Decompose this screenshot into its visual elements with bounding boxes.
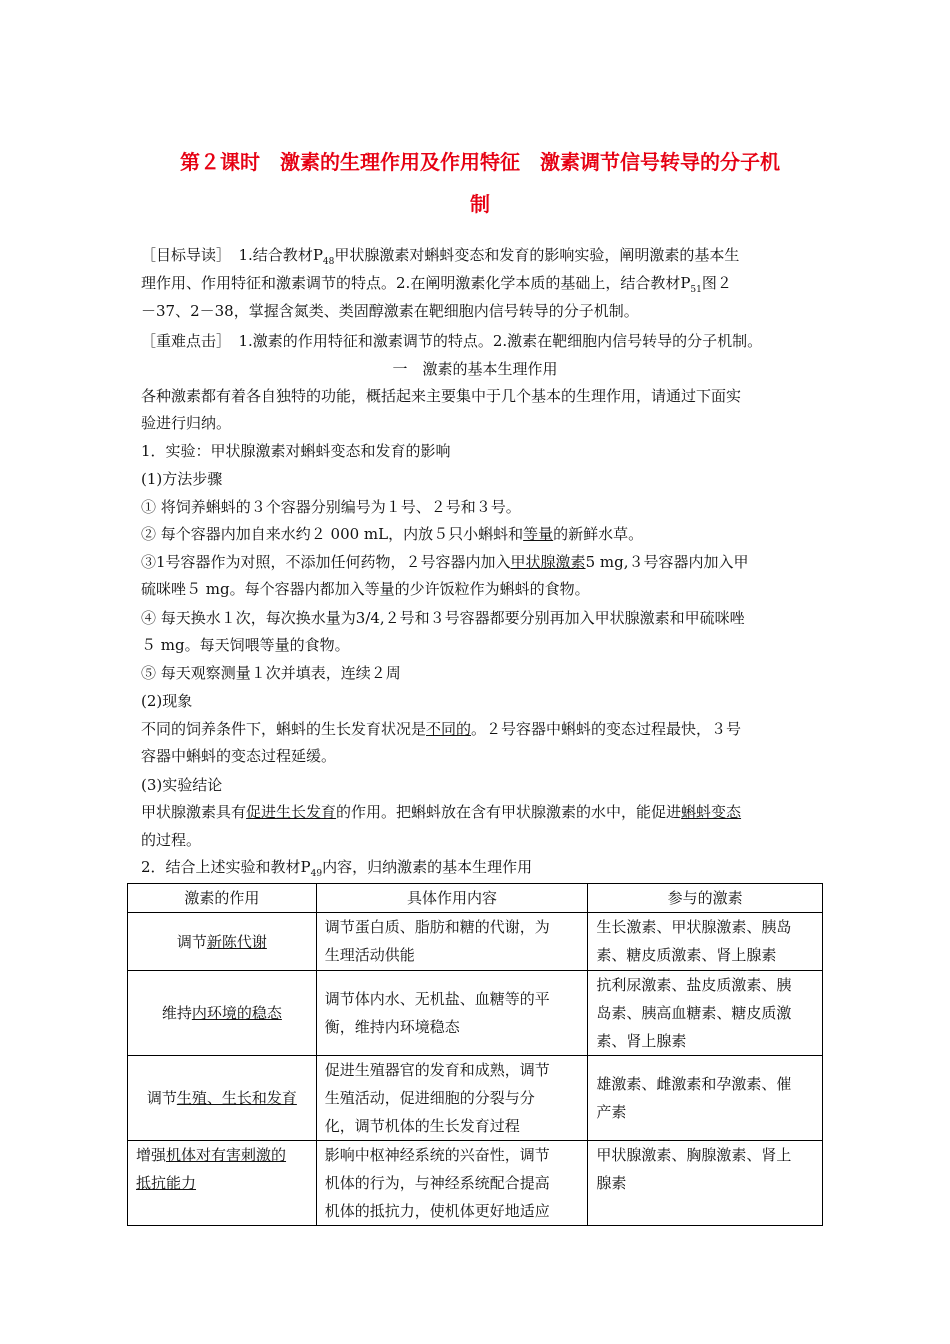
lesson-title-line1: 第２课时 激素的生理作用及作用特征 激素调节信号转导的分子机 (180, 150, 780, 174)
step-2: ② 每个容器内加自来水约２ 000 mL，内放５只小蝌蚪和等量的新鲜水草。 (141, 525, 644, 543)
goals-line-3: －37、2－38，掌握含氮类、类固醇激素在靶细胞内信号转导的分子机制。 (141, 302, 639, 320)
content-cell: 促进生殖器官的发育和成熟，调节 生殖活动，促进细胞的分裂与分 化，调节机体的生长发育过程 (316, 1056, 588, 1141)
method-heading: (1)方法步骤 (141, 470, 223, 488)
column-header: 激素的作用 (128, 884, 317, 913)
step-1: ① 将饲养蝌蚪的３个容器分别编号为１号、２号和３号。 (141, 498, 521, 516)
step-3: ③1号容器作为对照，不添加任何药物，２号容器内加入甲状腺激素5 mg,３号容器内加入甲 (141, 553, 749, 571)
content-cell: 调节体内水、无机盐、血糖等的平 衡，维持内环境稳态 (316, 971, 588, 1056)
experiment-heading: 1．实验：甲状腺激素对蝌蚪变态和发育的影响 (141, 442, 451, 460)
hormones-cell: 雄激素、雌激素和孕激素、催 产素 (588, 1056, 823, 1141)
section-heading: 一 激素的基本生理作用 (392, 360, 558, 378)
conclusion-line-1: 甲状腺激素具有促进生长发育的作用。把蝌蚪放在含有甲状腺激素的水中，能促进蝌蚪变态 (141, 803, 742, 821)
table-row (128, 1141, 823, 1226)
hormones-cell: 甲状腺激素、胸腺激素、肾上 腺素 (588, 1141, 823, 1226)
key-points: ［重难点击］ 1.激素的作用特征和激素调节的特点。2.激素在靶细胞内信号转导的分子机制。 (141, 332, 763, 350)
function-cell: 调节新陈代谢 (128, 913, 317, 971)
phenomenon-heading: (2)现象 (141, 692, 193, 710)
hormones-cell: 抗利尿激素、盐皮质激素、胰 岛素、胰高血糖素、糖皮质激 素、肾上腺素 (588, 971, 823, 1056)
table-row (128, 1056, 823, 1141)
phenomenon-line-1: 不同的饲养条件下，蝌蚪的生长发育状况是不同的。２号容器中蝌蚪的变态过程最快，３号 (141, 720, 742, 738)
step-4-cont: ５ mg。每天饲喂等量的食物。 (141, 636, 350, 654)
question-2: 2．结合上述实验和教材$P_{49}$内容，归纳激素的基本生理作用 (141, 858, 533, 879)
goals-line-1: ［目标导读］ 1.结合教材$P_{48}$甲状腺激素对蝌蚪变态和发育的影响实验，阐明激素的基本生 (141, 246, 740, 267)
content-cell: 调节蛋白质、脂肪和糖的代谢，为 生理活动供能 (316, 913, 588, 971)
conclusion-line-2: 的过程。 (141, 831, 202, 849)
hormone-function-table (127, 883, 823, 1226)
step-5: ⑤ 每天观察测量１次并填表，连续２周 (141, 664, 401, 682)
table-header-row (128, 884, 823, 913)
column-header: 具体作用内容 (316, 884, 588, 913)
conclusion-heading: (3)实验结论 (141, 776, 223, 794)
table-row (128, 971, 823, 1056)
function-cell: 维持内环境的稳态 (128, 971, 317, 1056)
intro-line-2: 验进行归纳。 (141, 414, 232, 432)
content-cell: 影响中枢神经系统的兴奋性，调节 机体的行为，与神经系统配合提高 机体的抵抗力，使机体更好地适应 (316, 1141, 588, 1226)
step-3-cont: 硫咪唑５ mg。每个容器内都加入等量的少许饭粒作为蝌蚪的食物。 (141, 580, 590, 598)
function-cell: 调节生殖、生长和发育 (128, 1056, 317, 1141)
hormones-cell: 生长激素、甲状腺激素、胰岛 素、糖皮质激素、肾上腺素 (588, 913, 823, 971)
table-row (128, 913, 823, 971)
column-header: 参与的激素 (588, 884, 823, 913)
step-4: ④ 每天换水１次，每次换水量为3/4,２号和３号容器都要分别再加入甲状腺激素和甲硫咪唑 (141, 609, 745, 627)
intro-line-1: 各种激素都有着各自独特的功能，概括起来主要集中于几个基本的生理作用，请通过下面实 (141, 387, 742, 405)
lesson-title-line2: 制 (470, 192, 490, 216)
phenomenon-line-2: 容器中蝌蚪的变态过程延缓。 (141, 747, 337, 765)
function-cell: 增强机体对有害刺激的 抵抗能力 (128, 1141, 317, 1226)
goals-line-2: 理作用、作用特征和激素调节的特点。2.在阐明激素化学本质的基础上，结合教材$P_{51}$图２ (141, 274, 732, 295)
